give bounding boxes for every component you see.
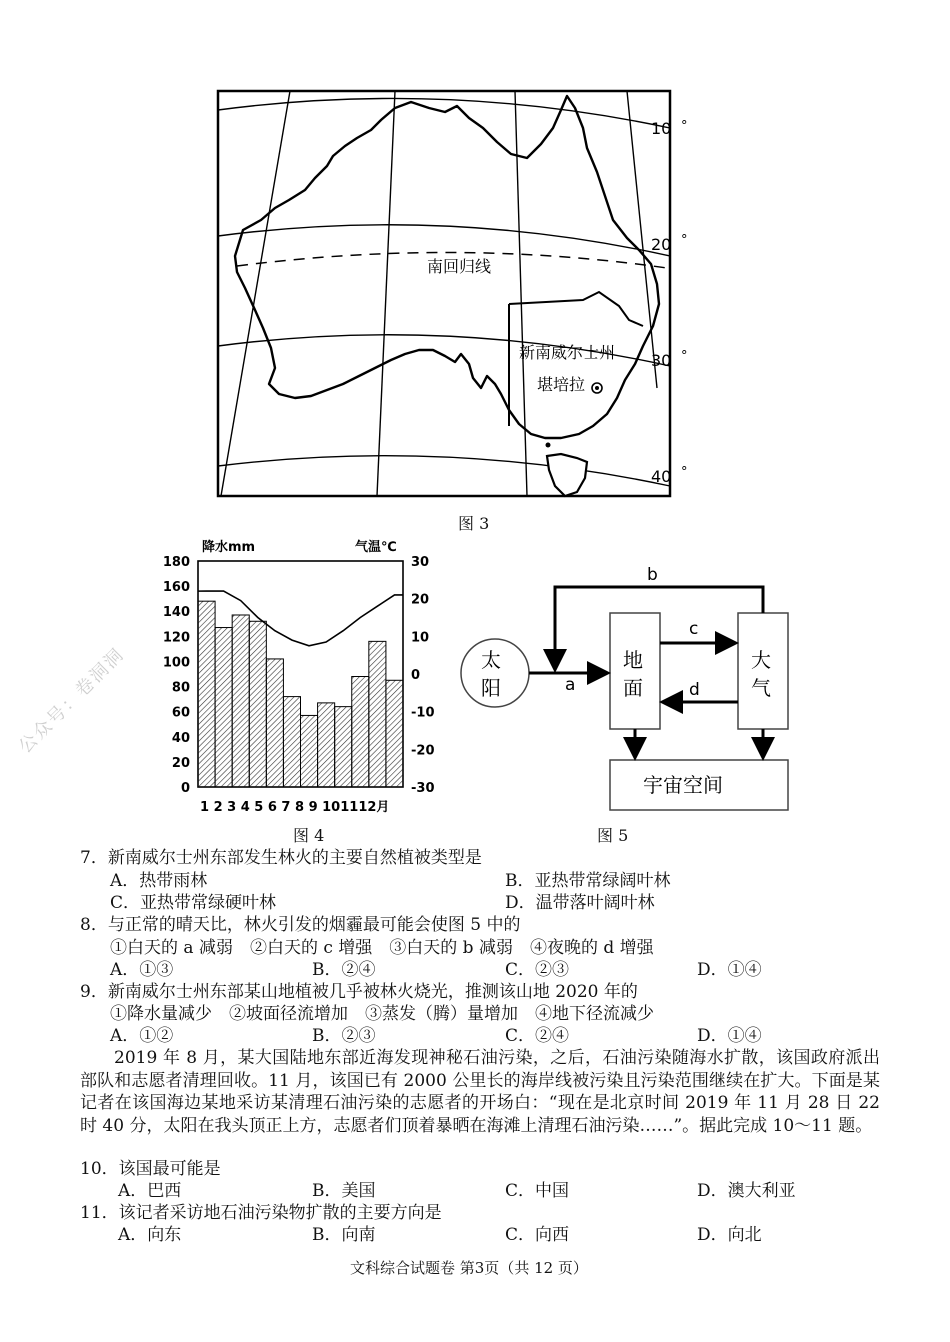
precip-tick: 60 xyxy=(171,705,190,721)
temp-tick: -10 xyxy=(411,705,435,721)
precip-bar-4 xyxy=(249,621,266,787)
q7-option-c: C．亚热带常绿硬叶林 xyxy=(110,893,277,913)
precip-bar-2 xyxy=(215,628,232,787)
temp-tick: 10 xyxy=(411,630,430,646)
lat-label-30: 30 xyxy=(651,351,672,370)
precip-bar-11 xyxy=(369,641,386,787)
precip-bar-8 xyxy=(318,703,335,787)
precip-bar-6 xyxy=(283,697,300,787)
precip-tick: 120 xyxy=(162,630,190,646)
precip-tick: 100 xyxy=(162,655,190,671)
q11-option-a: A．向东 xyxy=(118,1225,182,1245)
watermark: 公众号：卷洞洞 xyxy=(14,643,129,758)
lat-label-40: 40 xyxy=(651,467,672,486)
space-label: 宇宙空间 xyxy=(643,773,723,797)
month-axis: 1 2 3 4 5 6 7 8 9 101112月 xyxy=(200,800,390,815)
svg-text:°: ° xyxy=(681,349,688,364)
city-label: 堪培拉 xyxy=(537,375,586,394)
q9-option-c: C．②④ xyxy=(505,1026,570,1046)
precip-tick: 20 xyxy=(171,755,190,771)
figure-4-caption: 图 4 xyxy=(293,826,325,845)
q10-option-b: B．美国 xyxy=(312,1181,376,1201)
australia-map xyxy=(215,88,695,500)
atmos-char-1: 大 xyxy=(751,648,771,672)
precip-tick: 180 xyxy=(162,555,190,570)
lat-label-20: 20 xyxy=(651,235,672,254)
sun-char-2: 阳 xyxy=(481,676,501,700)
precip-tick: 40 xyxy=(171,730,190,746)
precip-bar-3 xyxy=(232,615,249,787)
temp-unit: 气温℃ xyxy=(355,540,397,555)
q11-option-d: D．向北 xyxy=(697,1225,762,1245)
ground-char-1: 地 xyxy=(623,648,643,672)
temp-tick: 30 xyxy=(411,555,430,570)
q7-option-b: B．亚热带常绿阔叶林 xyxy=(505,871,671,891)
q9-statements: ①降水量减少 ②坡面径流增加 ③蒸发（腾）量增加 ④地下径流减少 xyxy=(110,1004,654,1024)
precip-bar-9 xyxy=(335,707,352,787)
ground-char-2: 面 xyxy=(623,676,643,700)
q8-statements: ①白天的 a 减弱 ②白天的 c 增强 ③白天的 b 减弱 ④夜晚的 d 增强 xyxy=(110,938,654,958)
page-footer: 文科综合试题卷 第3页（共 12 页） xyxy=(350,1259,588,1277)
q8-stem: 8．与正常的晴天比，林火引发的烟霾最可能会使图 5 中的 xyxy=(80,915,521,935)
q7-option-d: D．温带落叶阔叶林 xyxy=(505,893,655,913)
lat-label-10: 10 xyxy=(651,119,672,138)
precip-unit: 降水mm xyxy=(202,540,256,555)
precip-bar-12 xyxy=(386,680,403,787)
tropic-label: 南回归线 xyxy=(427,257,492,276)
q8-option-b: B．②④ xyxy=(312,960,376,980)
q11-stem: 11．该记者采访地石油污染物扩散的主要方向是 xyxy=(80,1203,442,1223)
passage-text: 2019 年 8 月，某大国陆地东部近海发现神秘石油污染，之后，石油污染随海水扩散，该国政府派出部队和志愿者清理回收。11 月，该国已有 2000 公里长的海岸线被污染且污染范围继续在扩大。下面是某记者在该国海边某地采访某清理石油污染的志愿者的开场白：“现在是北京时间 2019 年 11 月 28 日 22 时 40 分，太阳在我头顶正上方，志愿者们顶着暴晒在海滩上清理石油污染……”。据此完成 10～11 题。 xyxy=(80,1048,880,1136)
q10-option-a: A．巴西 xyxy=(118,1181,182,1201)
temp-tick: -30 xyxy=(411,781,435,796)
precip-tick: 80 xyxy=(171,680,190,696)
q9-option-d: D．①④ xyxy=(697,1026,762,1046)
precip-bar-7 xyxy=(301,715,318,787)
arrow-d-label: d xyxy=(689,680,700,700)
precip-bar-10 xyxy=(352,677,369,787)
q10-option-d: D．澳大利亚 xyxy=(697,1181,796,1201)
q8-option-a: A．①③ xyxy=(110,960,174,980)
precip-bar-5 xyxy=(266,659,283,787)
q7-stem: 7．新南威尔士州东部发生林火的主要自然植被类型是 xyxy=(80,848,482,868)
svg-text:°: ° xyxy=(681,233,688,248)
precip-tick: 0 xyxy=(180,781,190,796)
svg-text:°: ° xyxy=(681,119,688,134)
precip-bar-1 xyxy=(198,601,215,787)
svg-text:°: ° xyxy=(681,465,688,480)
state-label: 新南威尔士州 xyxy=(519,343,616,362)
precip-tick: 160 xyxy=(162,580,190,596)
figure-5-caption: 图 5 xyxy=(597,826,629,845)
q10-option-c: C．中国 xyxy=(505,1181,570,1201)
q9-option-a: A．①② xyxy=(110,1026,174,1046)
q11-option-c: C．向西 xyxy=(505,1225,570,1245)
temp-tick: 20 xyxy=(411,592,430,608)
arrow-b-label: b xyxy=(647,565,658,585)
precip-tick: 140 xyxy=(162,605,190,621)
atmos-char-2: 气 xyxy=(751,676,771,700)
q9-stem: 9．新南威尔士州东部某山地植被几乎被林火烧光，推测该山地 2020 年的 xyxy=(80,982,638,1002)
q8-option-c: C．②③ xyxy=(505,960,570,980)
q7-option-a: A．热带雨林 xyxy=(110,871,208,891)
energy-diagram xyxy=(455,555,815,815)
arrow-a-label: a xyxy=(565,675,576,695)
q8-option-d: D．①④ xyxy=(697,960,762,980)
figure-3-caption: 图 3 xyxy=(458,514,490,533)
sun-char-1: 太 xyxy=(481,648,501,672)
q9-option-b: B．②③ xyxy=(312,1026,376,1046)
arrow-c-label: c xyxy=(689,619,699,639)
temp-tick: 0 xyxy=(411,668,421,683)
temp-tick: -20 xyxy=(411,743,435,759)
q10-stem: 10．该国最可能是 xyxy=(80,1159,221,1179)
q11-option-b: B．向南 xyxy=(312,1225,376,1245)
climate-chart xyxy=(150,535,440,825)
